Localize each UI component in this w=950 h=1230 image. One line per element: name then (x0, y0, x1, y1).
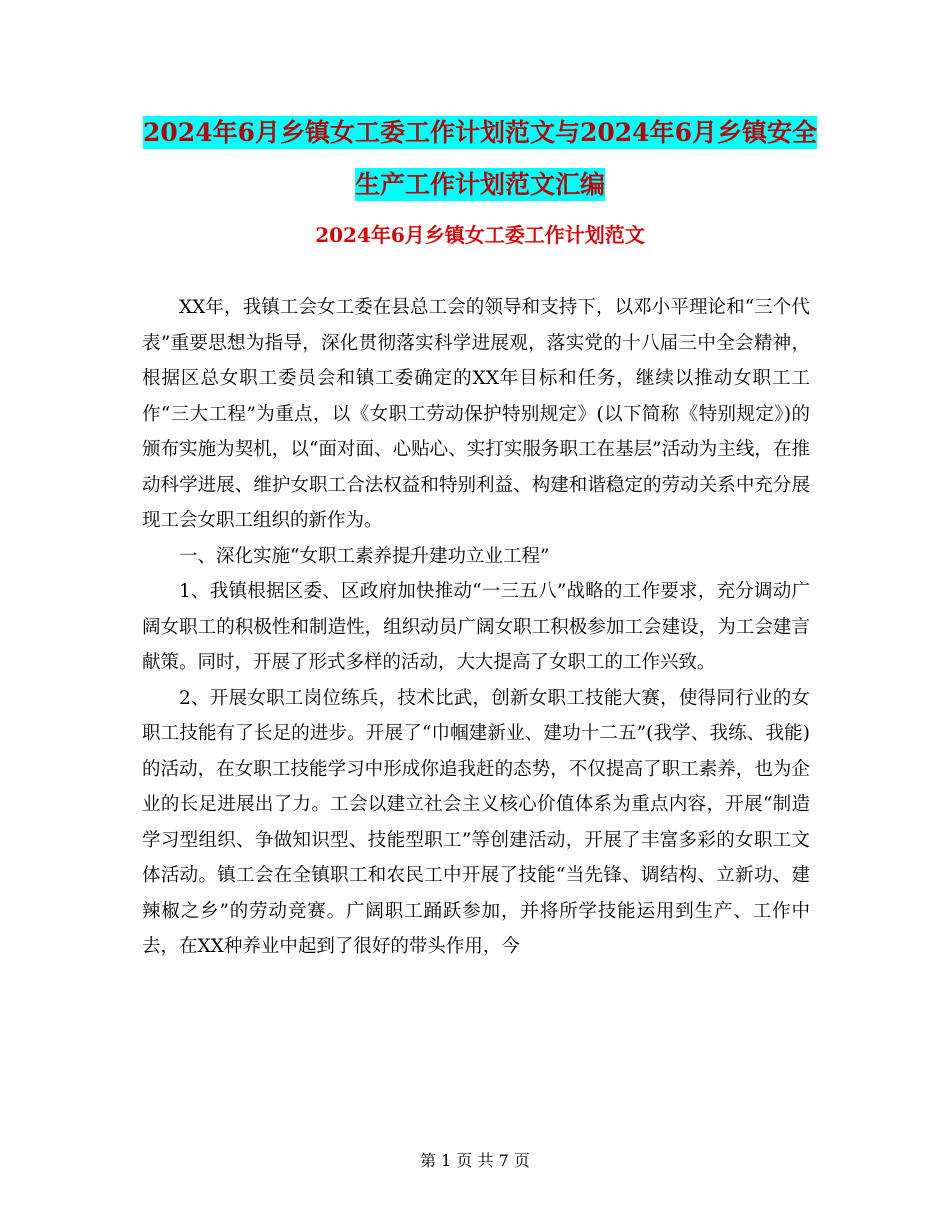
paragraph: 1、我镇根据区委、区政府加快推动“一三五八”战略的工作要求，充分调动广阔女职工的积极性和制造性，组织动员广阔女职工积极参加工会建设，为工会建言献策。同时，开展了形式多样的活动，大大提高了女职工的工作兴致。 (142, 581, 810, 673)
section-title: 2024年6月乡镇女工委工作计划范文 (315, 223, 645, 247)
page-number: 第 1 页 共 7 页 (420, 1151, 530, 1170)
document-body (142, 290, 810, 965)
document-title-text: 2024年6月乡镇女工委工作计划范文与2024年6月乡镇安全生产工作计划范文汇编 (143, 118, 817, 199)
paragraph: XX年，我镇工会女工委在县总工会的领导和支持下，以邓小平理论和“三个代表”重要思想为指导，深化贯彻落实科学进展观，落实党的十八届三中全会精神，根据区总女职工委员会和镇工委确定的XX年目标和任务，继续以推动女职工工作“三大工程”为重点，以《女职工劳动保护特别规定》(以下简称《特别规定》)的颁布实施为契机，以“面对面、心贴心、实打实服务职工在基层”活动为主线，在推动科学进展、维护女职工合法权益和特别利益、构建和谐稳定的劳动关系中充分展现工会女职工组织的新作为。 (142, 297, 810, 531)
paragraph: 2、开展女职工岗位练兵，技术比武，创新女职工技能大赛，使得同行业的女职工技能有了长足的进步。开展了“巾帼建新业、建功十二五”(我学、我练、我能)的活动，在女职工技能学习中形成你追我赶的态势，不仅提高了职工素养，也为企业的长足进展出了力。工会以建立社会主义核心价值体系为重点内容，开展“制造学习型组织、争做知识型、技能型职工”等创建活动，开展了丰富多彩的女职工文体活动。镇工会在全镇职工和农民工中开展了技能“当先锋、调结构、立新功、建辣椒之乡”的劳动竞赛。广阔职工踊跃参加，并将所学技能运用到生产、工作中去，在XX种养业中起到了很好的带头作用，今 (142, 687, 810, 957)
paragraph: 一、深化实施“女职工素养提升建功立业工程” (179, 545, 550, 567)
document-title (140, 107, 820, 211)
